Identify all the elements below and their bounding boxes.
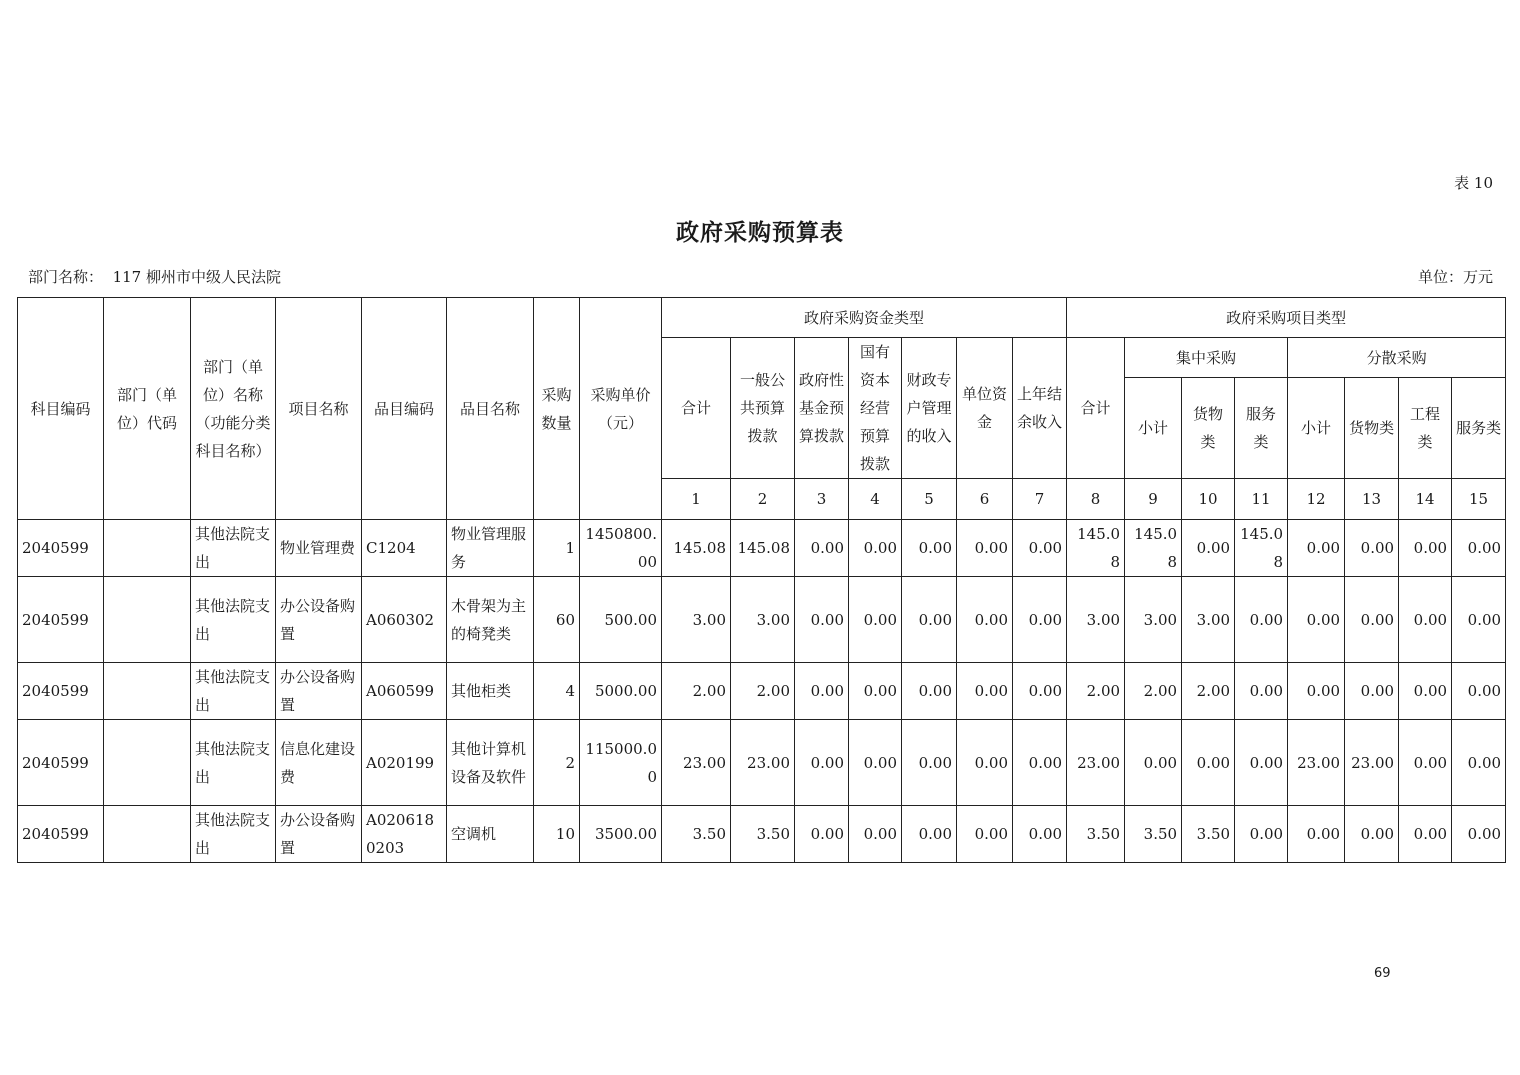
cell-amount-10: 2.00 bbox=[1182, 663, 1235, 720]
cell-unit-price: 5000.00 bbox=[580, 663, 662, 720]
col-number: 7 bbox=[1013, 479, 1067, 520]
cell-amount-14: 0.00 bbox=[1399, 806, 1452, 863]
cell-amount-8: 2.00 bbox=[1067, 663, 1125, 720]
cell-amount-15: 0.00 bbox=[1452, 577, 1506, 663]
col-number: 14 bbox=[1399, 479, 1452, 520]
table-row bbox=[18, 520, 1506, 577]
col-number: 4 bbox=[849, 479, 902, 520]
cell-amount-14: 0.00 bbox=[1399, 720, 1452, 806]
col-number: 15 bbox=[1452, 479, 1506, 520]
header-dept-func: 部门（单位）名称（功能分类科目名称） bbox=[191, 298, 276, 520]
cell-amount-5: 0.00 bbox=[902, 806, 957, 863]
cell-project-name: 办公设备购置 bbox=[276, 663, 362, 720]
cell-amount-1: 145.08 bbox=[662, 520, 731, 577]
header-c-subtotal: 小计 bbox=[1125, 378, 1182, 479]
cell-dept-func: 其他法院支出 bbox=[191, 577, 276, 663]
cell-dept-code bbox=[104, 577, 191, 663]
page-number: 69 bbox=[1374, 966, 1391, 981]
procurement-budget-table bbox=[17, 297, 1506, 863]
cell-amount-7: 0.00 bbox=[1013, 577, 1067, 663]
header-decentralized: 分散采购 bbox=[1288, 338, 1506, 378]
cell-amount-2: 2.00 bbox=[731, 663, 795, 720]
cell-amount-14: 0.00 bbox=[1399, 663, 1452, 720]
cell-amount-11: 0.00 bbox=[1235, 720, 1288, 806]
cell-amount-9: 3.00 bbox=[1125, 577, 1182, 663]
cell-amount-7: 0.00 bbox=[1013, 806, 1067, 863]
cell-project-name: 信息化建设费 bbox=[276, 720, 362, 806]
cell-amount-13: 23.00 bbox=[1345, 720, 1399, 806]
department-line bbox=[28, 266, 281, 287]
cell-dept-func: 其他法院支出 bbox=[191, 520, 276, 577]
cell-amount-4: 0.00 bbox=[849, 720, 902, 806]
header-item-name: 品目名称 bbox=[447, 298, 534, 520]
col-number: 9 bbox=[1125, 479, 1182, 520]
cell-dept-func: 其他法院支出 bbox=[191, 806, 276, 863]
header-d-service: 服务类 bbox=[1452, 378, 1506, 479]
cell-item-name: 木骨架为主的椅凳类 bbox=[447, 577, 534, 663]
cell-subject-code: 2040599 bbox=[18, 520, 104, 577]
cell-amount-6: 0.00 bbox=[957, 577, 1013, 663]
cell-amount-12: 0.00 bbox=[1288, 577, 1345, 663]
cell-amount-8: 3.00 bbox=[1067, 577, 1125, 663]
header-unit-fund: 单位资金 bbox=[957, 338, 1013, 479]
cell-item-code: A020199 bbox=[362, 720, 447, 806]
cell-amount-1: 2.00 bbox=[662, 663, 731, 720]
cell-amount-9: 0.00 bbox=[1125, 720, 1182, 806]
department-name: 117 柳州市中级人民法院 bbox=[112, 268, 281, 286]
cell-amount-1: 3.50 bbox=[662, 806, 731, 863]
cell-amount-5: 0.00 bbox=[902, 663, 957, 720]
cell-amount-2: 3.00 bbox=[731, 577, 795, 663]
header-d-goods: 货物类 bbox=[1345, 378, 1399, 479]
cell-amount-15: 0.00 bbox=[1452, 663, 1506, 720]
cell-quantity: 4 bbox=[534, 663, 580, 720]
cell-amount-15: 0.00 bbox=[1452, 720, 1506, 806]
cell-subject-code: 2040599 bbox=[18, 663, 104, 720]
header-general-budget: 一般公共预算拨款 bbox=[731, 338, 795, 479]
cell-quantity: 2 bbox=[534, 720, 580, 806]
cell-amount-8: 145.08 bbox=[1067, 520, 1125, 577]
cell-quantity: 10 bbox=[534, 806, 580, 863]
table-row bbox=[18, 663, 1506, 720]
cell-amount-6: 0.00 bbox=[957, 720, 1013, 806]
cell-dept-func: 其他法院支出 bbox=[191, 663, 276, 720]
col-number: 3 bbox=[795, 479, 849, 520]
header-dept-code: 部门（单位）代码 bbox=[104, 298, 191, 520]
col-number: 8 bbox=[1067, 479, 1125, 520]
header-fiscal-special: 财政专户管理的收入 bbox=[902, 338, 957, 479]
cell-amount-5: 0.00 bbox=[902, 720, 957, 806]
cell-amount-6: 0.00 bbox=[957, 806, 1013, 863]
cell-amount-14: 0.00 bbox=[1399, 577, 1452, 663]
cell-amount-8: 3.50 bbox=[1067, 806, 1125, 863]
cell-amount-4: 0.00 bbox=[849, 806, 902, 863]
cell-quantity: 1 bbox=[534, 520, 580, 577]
header-project-total: 合计 bbox=[1067, 338, 1125, 479]
cell-amount-3: 0.00 bbox=[795, 720, 849, 806]
cell-project-name: 物业管理费 bbox=[276, 520, 362, 577]
cell-amount-2: 3.50 bbox=[731, 806, 795, 863]
cell-project-name: 办公设备购置 bbox=[276, 577, 362, 663]
cell-amount-13: 0.00 bbox=[1345, 520, 1399, 577]
cell-amount-10: 3.00 bbox=[1182, 577, 1235, 663]
cell-amount-12: 0.00 bbox=[1288, 806, 1345, 863]
cell-dept-code bbox=[104, 520, 191, 577]
cell-amount-10: 0.00 bbox=[1182, 520, 1235, 577]
header-fund-type: 政府采购资金类型 bbox=[662, 298, 1067, 338]
header-subject-code: 科目编码 bbox=[18, 298, 104, 520]
cell-amount-11: 0.00 bbox=[1235, 577, 1288, 663]
cell-amount-5: 0.00 bbox=[902, 520, 957, 577]
header-quantity: 采购数量 bbox=[534, 298, 580, 520]
col-number: 6 bbox=[957, 479, 1013, 520]
header-centralized: 集中采购 bbox=[1125, 338, 1288, 378]
cell-project-name: 办公设备购置 bbox=[276, 806, 362, 863]
cell-amount-11: 0.00 bbox=[1235, 663, 1288, 720]
cell-amount-3: 0.00 bbox=[795, 577, 849, 663]
header-d-subtotal: 小计 bbox=[1288, 378, 1345, 479]
cell-unit-price: 500.00 bbox=[580, 577, 662, 663]
cell-amount-9: 145.08 bbox=[1125, 520, 1182, 577]
header-gov-fund: 政府性基金预算拨款 bbox=[795, 338, 849, 479]
table-row bbox=[18, 577, 1506, 663]
header-d-works: 工程类 bbox=[1399, 378, 1452, 479]
cell-unit-price: 1450800.00 bbox=[580, 520, 662, 577]
header-unit-price: 采购单价（元） bbox=[580, 298, 662, 520]
cell-amount-13: 0.00 bbox=[1345, 577, 1399, 663]
cell-unit-price: 3500.00 bbox=[580, 806, 662, 863]
cell-unit-price: 115000.00 bbox=[580, 720, 662, 806]
cell-amount-6: 0.00 bbox=[957, 520, 1013, 577]
cell-amount-12: 23.00 bbox=[1288, 720, 1345, 806]
header-c-service: 服务类 bbox=[1235, 378, 1288, 479]
cell-amount-4: 0.00 bbox=[849, 520, 902, 577]
cell-amount-10: 3.50 bbox=[1182, 806, 1235, 863]
cell-amount-7: 0.00 bbox=[1013, 663, 1067, 720]
cell-amount-1: 23.00 bbox=[662, 720, 731, 806]
cell-item-code: A060302 bbox=[362, 577, 447, 663]
cell-amount-7: 0.00 bbox=[1013, 720, 1067, 806]
cell-amount-4: 0.00 bbox=[849, 577, 902, 663]
cell-amount-14: 0.00 bbox=[1399, 520, 1452, 577]
cell-item-name: 其他柜类 bbox=[447, 663, 534, 720]
header-item-code: 品目编码 bbox=[362, 298, 447, 520]
cell-subject-code: 2040599 bbox=[18, 720, 104, 806]
col-number: 12 bbox=[1288, 479, 1345, 520]
cell-amount-2: 23.00 bbox=[731, 720, 795, 806]
cell-amount-11: 145.08 bbox=[1235, 520, 1288, 577]
header-c-goods: 货物类 bbox=[1182, 378, 1235, 479]
cell-amount-13: 0.00 bbox=[1345, 663, 1399, 720]
cell-item-name: 物业管理服务 bbox=[447, 520, 534, 577]
cell-dept-code bbox=[104, 720, 191, 806]
cell-amount-11: 0.00 bbox=[1235, 806, 1288, 863]
page-title: 政府采购预算表 bbox=[676, 219, 844, 246]
col-number: 10 bbox=[1182, 479, 1235, 520]
table-row bbox=[18, 806, 1506, 863]
cell-amount-13: 0.00 bbox=[1345, 806, 1399, 863]
cell-subject-code: 2040599 bbox=[18, 577, 104, 663]
cell-item-code: A0206180203 bbox=[362, 806, 447, 863]
cell-amount-15: 0.00 bbox=[1452, 806, 1506, 863]
cell-amount-3: 0.00 bbox=[795, 806, 849, 863]
department-label: 部门名称： bbox=[28, 268, 104, 286]
cell-item-code: A060599 bbox=[362, 663, 447, 720]
cell-item-name: 空调机 bbox=[447, 806, 534, 863]
table-number: 表 10 bbox=[1454, 174, 1493, 192]
col-number: 1 bbox=[662, 479, 731, 520]
cell-dept-code bbox=[104, 663, 191, 720]
cell-amount-15: 0.00 bbox=[1452, 520, 1506, 577]
cell-item-code: C1204 bbox=[362, 520, 447, 577]
cell-quantity: 60 bbox=[534, 577, 580, 663]
header-project-name: 项目名称 bbox=[276, 298, 362, 520]
cell-item-name: 其他计算机设备及软件 bbox=[447, 720, 534, 806]
header-state-capital: 国有资本经营预算拨款 bbox=[849, 338, 902, 479]
cell-dept-code bbox=[104, 806, 191, 863]
cell-amount-12: 0.00 bbox=[1288, 663, 1345, 720]
cell-amount-4: 0.00 bbox=[849, 663, 902, 720]
cell-amount-7: 0.00 bbox=[1013, 520, 1067, 577]
cell-amount-6: 0.00 bbox=[957, 663, 1013, 720]
cell-amount-3: 0.00 bbox=[795, 663, 849, 720]
cell-amount-2: 145.08 bbox=[731, 520, 795, 577]
header-last-year: 上年结余收入 bbox=[1013, 338, 1067, 479]
unit-label: 单位：万元 bbox=[1417, 268, 1493, 286]
col-number: 2 bbox=[731, 479, 795, 520]
cell-amount-8: 23.00 bbox=[1067, 720, 1125, 806]
col-number: 11 bbox=[1235, 479, 1288, 520]
cell-amount-3: 0.00 bbox=[795, 520, 849, 577]
cell-amount-12: 0.00 bbox=[1288, 520, 1345, 577]
cell-amount-9: 2.00 bbox=[1125, 663, 1182, 720]
col-number: 5 bbox=[902, 479, 957, 520]
col-number: 13 bbox=[1345, 479, 1399, 520]
header-project-type: 政府采购项目类型 bbox=[1067, 298, 1506, 338]
cell-amount-10: 0.00 bbox=[1182, 720, 1235, 806]
cell-subject-code: 2040599 bbox=[18, 806, 104, 863]
cell-amount-9: 3.50 bbox=[1125, 806, 1182, 863]
table-row bbox=[18, 720, 1506, 806]
cell-dept-func: 其他法院支出 bbox=[191, 720, 276, 806]
cell-amount-5: 0.00 bbox=[902, 577, 957, 663]
header-fund-total: 合计 bbox=[662, 338, 731, 479]
cell-amount-1: 3.00 bbox=[662, 577, 731, 663]
